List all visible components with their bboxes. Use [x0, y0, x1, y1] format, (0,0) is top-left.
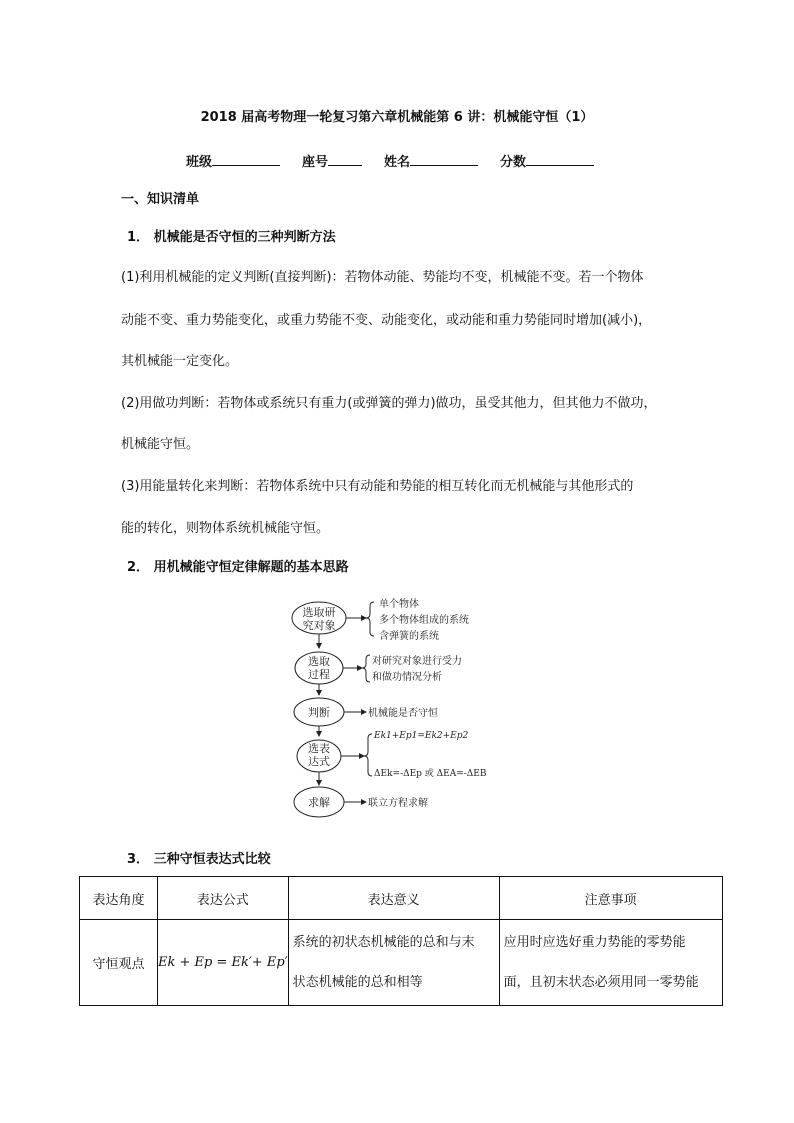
- meaning-line: 系统的初状态机械能的总和与末: [292, 934, 475, 950]
- notes-line: 应用时应选好重力势能的零势能: [503, 934, 686, 950]
- table-row: [80, 920, 723, 1006]
- section-heading-knowledge: 一、知识清单: [121, 192, 200, 207]
- item2-heading: 2． 用机械能守恒定律解题的基本思路: [127, 560, 349, 575]
- flow-node-text: 求解: [308, 796, 330, 809]
- name-field[interactable]: [384, 151, 478, 170]
- document-title: 2018 届高考物理一轮复习第六章机械能第 6 讲：机械能守恒（1）: [200, 110, 594, 125]
- table-header-cell: 表达角度: [80, 877, 158, 920]
- flow-node-text: 究对象: [302, 619, 336, 632]
- table-cell-notes: [499, 920, 722, 1006]
- notes-line: 面，且初末状态必须用同一零势能: [503, 974, 699, 990]
- name-label: 姓名: [384, 155, 411, 170]
- item1-line: (1)利用机械能的定义判断(直接判断)：若物体动能、势能均不变，机械能不变。若一个物体: [121, 270, 644, 285]
- score-label: 分数: [500, 155, 527, 170]
- class-label: 班级: [186, 155, 213, 170]
- table-header-cell: 表达公式: [158, 877, 289, 920]
- item1-heading: 1． 机械能是否守恒的三种判断方法: [127, 230, 336, 245]
- flow-target-text: 多个物体组成的系统: [379, 615, 469, 626]
- flow-node-text: 选取: [308, 655, 330, 668]
- item3-heading: 3． 三种守恒表达式比较: [127, 852, 271, 867]
- conservation-formula: Ek + Ep = Ek′+ Ep′: [158, 955, 288, 970]
- item1-line: (2)用做功判断：若物体或系统只有重力(或弹簧的弹力)做功，虽受其他力，但其他力不做功，: [121, 396, 657, 411]
- item1-line: 动能不变、重力势能变化，或重力势能不变、动能变化，或动能和重力势能同时增加(减小)，: [121, 313, 652, 328]
- flow-expression-text: ΔEk=-ΔEp 或 ΔEA=-ΔEB: [374, 769, 487, 779]
- flow-judge-text: 机械能是否守恒: [368, 708, 438, 719]
- table-header-row: [80, 877, 723, 920]
- meaning-line: 状态机械能的总和相等: [292, 974, 423, 990]
- table-header-cell: 表达意义: [288, 877, 499, 920]
- table-cell-formula: [158, 920, 289, 1006]
- seat-field[interactable]: [302, 151, 362, 170]
- table-cell-angle: 守恒观点: [80, 920, 158, 1006]
- item1-line: 其机械能一定变化。: [121, 354, 239, 369]
- item1-line: 能的转化，则物体系统机械能守恒。: [121, 521, 330, 536]
- score-field[interactable]: [500, 151, 594, 170]
- flow-node-text: 过程: [308, 668, 330, 681]
- flow-node-text: 选取研: [302, 606, 336, 619]
- class-field[interactable]: [186, 151, 280, 170]
- flow-node-text: 达式: [308, 755, 330, 768]
- solution-flowchart: [286, 594, 516, 824]
- item1-line: (3)用能量转化来判断：若物体系统中只有动能和势能的相互转化而无机械能与其他形式的: [121, 479, 634, 494]
- flow-process-text: 和做功情况分析: [372, 672, 442, 683]
- flow-expression-text: Ek1+Ep1=Ek2+Ep2: [374, 731, 469, 741]
- seat-label: 座号: [302, 155, 329, 170]
- flow-target-text: 含弹簧的系统: [379, 631, 439, 642]
- comparison-table: [79, 876, 723, 1006]
- student-info-line: [186, 151, 594, 170]
- flow-process-text: 对研究对象进行受力: [372, 656, 462, 667]
- table-cell-meaning: [288, 920, 499, 1006]
- flow-node-text: 判断: [308, 706, 330, 719]
- flow-node-text: 选表: [308, 742, 330, 755]
- flow-solve-text: 联立方程求解: [368, 798, 428, 809]
- item1-line: 机械能守恒。: [121, 437, 200, 452]
- flow-target-text: 单个物体: [379, 599, 419, 610]
- table-header-cell: 注意事项: [499, 877, 722, 920]
